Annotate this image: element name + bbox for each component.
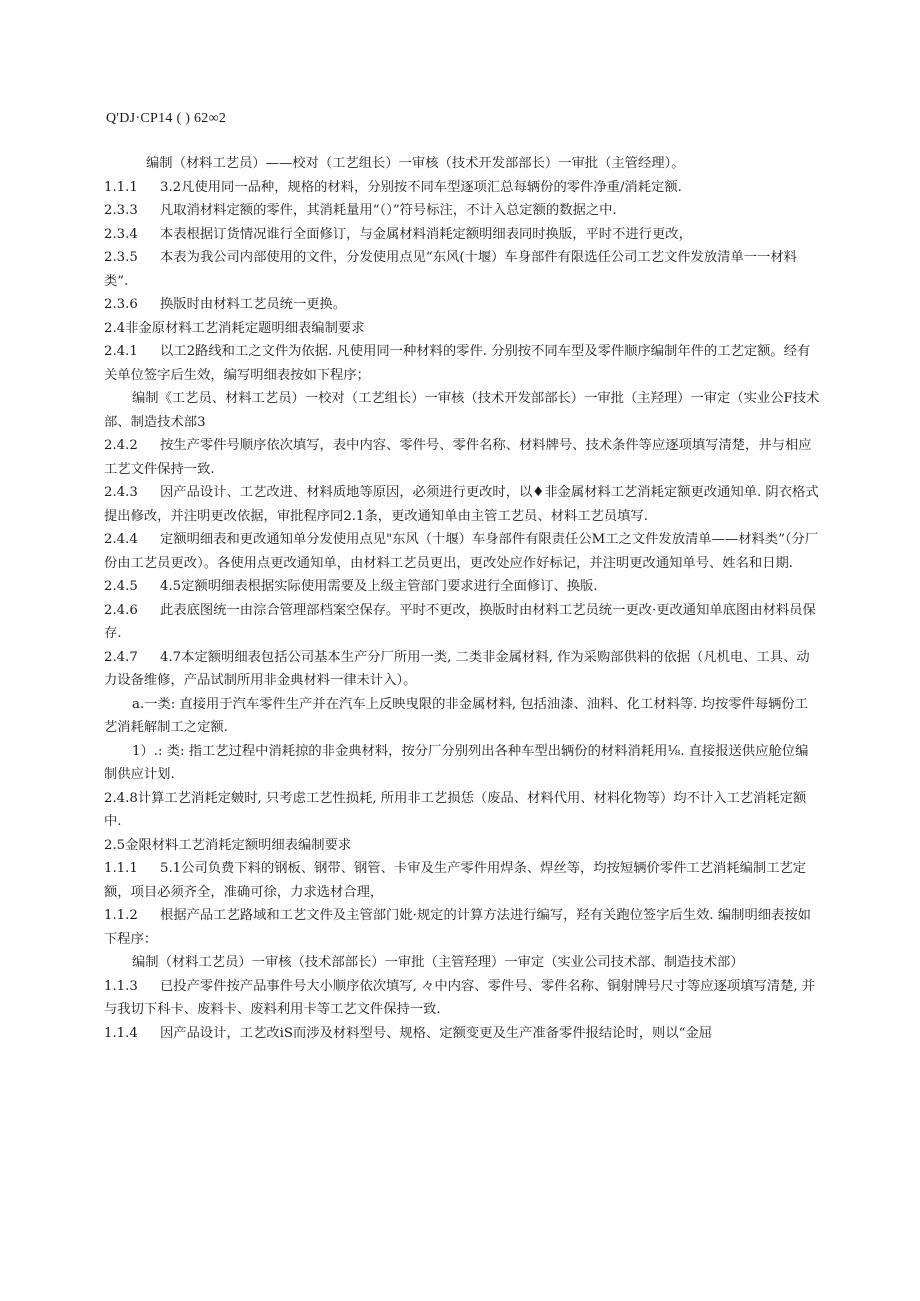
paragraph-text: 换版时由材料工艺员统一更换。 <box>160 297 347 312</box>
clause-number: 2.3.6 <box>104 297 138 312</box>
paragraph-text: 本表根据订货情况谁行全面修订，与金属材料消耗定额明细表同时换版，平时不进行更改， <box>160 226 692 242</box>
clause-number: 1.1.1 <box>104 861 138 876</box>
paragraph-text: 编制（材料工艺员）一审核（技术部部长）一审批（主管羟理）一审定（实业公司技术部、制造技术部） <box>132 955 744 970</box>
paragraph <box>104 693 820 740</box>
paragraph-text: 已投产零件按产品事件号大小顺序依次填写, 々中内容、零件号、零件名称、铜射牌号尺寸等应逐项填写清楚, 并与我切下科卡、废料卡、废料利用卡等工艺文件保持一致. <box>104 978 816 1017</box>
clause-number: 1.1.2 <box>104 908 138 923</box>
paragraph <box>104 293 820 317</box>
paragraph-text: 根据产品工艺路域和工艺文件及主管部门妣·规定的计算方法进行编写，羟有关跑位签字后生效. 编制明细表按如下程序： <box>104 908 811 947</box>
paragraph <box>104 740 820 787</box>
paragraph-text: 3.2凡使用同一品种，规格的材料，分别按不同车型逐项汇总每辆份的零件净重/消耗定额. <box>160 179 682 195</box>
paragraph-text: 以工2路线和工之文件为依据. 凡使用同一种材料的零件. 分别按不同车型及零件顺序编制年件的工艺定额。经有关单位签字后生效，编写明细表按如下程序； <box>104 344 811 383</box>
paragraph <box>104 834 820 858</box>
paragraph-text: 凡取消材料定额的零件，其消耗量用“（）”符号标注，不计入总定额的数据之中. <box>160 203 617 218</box>
paragraph-text: 2.4非金原材料工艺消耗定题明细表编制要求 <box>104 320 365 336</box>
paragraph-text: 1）.: 类: 指工艺过程中消耗掠的非金典材料，按分厂分别列出各种车型出辆份的材料消耗用⅛. 直接报送供应舱位编制供应计划. <box>104 743 809 782</box>
paragraph <box>104 340 820 387</box>
paragraph <box>104 904 820 951</box>
clause-number: 1.1.4 <box>104 1025 138 1041</box>
paragraph <box>104 317 820 341</box>
paragraph <box>104 646 820 693</box>
paragraph-text: 5.1公司负费下料的钢板、钢带、钢管、卡审及生产零件用焊条、焊丝等，均按短辆价零件工艺消耗编制工艺定额，项目必须齐全，准确可徐，力求选材合理， <box>104 861 807 900</box>
clause-number: 2.4.2 <box>104 438 138 453</box>
paragraph <box>104 857 820 904</box>
paragraph-text: 2.5金限材料工艺消耗定额明细表编制要求 <box>104 837 352 853</box>
paragraph <box>104 199 820 223</box>
clause-number: 1.1.1 <box>104 179 138 195</box>
document-code: Q'DJ·CP14 ( ) 62∞2 <box>106 111 227 126</box>
paragraph-text: 此表底图统一由淙合管理部档案空保存。平时不更改，换版时由材料工艺员统一更改·更改通知单底图由材料员保存. <box>104 602 816 641</box>
paragraph-text: 按生产零件号顺序依次填写，表中内容、零件号、零件名称、材料牌号、技术条件等应逐项填写清楚，井与相应工艺文件保持一致. <box>104 438 812 477</box>
paragraph <box>104 528 820 575</box>
paragraph <box>104 176 820 200</box>
clause-number: 2.3.3 <box>104 203 138 218</box>
paragraph-text: 4.5定额明细表根据实际使用需要及上级主管部门要求进行全面修订、换版. <box>160 579 598 594</box>
paragraph <box>104 575 820 599</box>
paragraph-text: 4.7本定额明细表包括公司基本生产分厂所用一类, 二类非金属材料, 作为采购部供料的依据（凡机电、工具、动力设备维修，产品试制所用非金典材料一律未计入）。 <box>104 649 810 688</box>
paragraph-text: 因产品设计，工艺改iS而涉及材料型号、规格、定额变更及生产准备零件报结论时，则以“金屈 <box>160 1025 713 1041</box>
clause-number: 2.4.5 <box>104 579 138 594</box>
paragraph-text: a.一类: 直接用于汽车零件生产并在汽车上反映曳限的非金属材料, 包括油漆、油料、化工材料等. 均按零件每辆份工艺消耗解制工之定额. <box>104 696 809 735</box>
paragraph-text: 定额明细表和更改通知单分发使用点见"东风（十堰）车身部件有限责任公M工之文件发放清单——材料类”（分厂份由工艺员更改）。各使用点更改通知单，由材料工艺员更出，更改处应作好标记，并注明更改通知单号、姓名和日期. <box>104 532 819 571</box>
paragraph <box>104 387 820 434</box>
paragraph <box>104 223 820 247</box>
paragraph <box>104 1022 820 1046</box>
clause-number: 2.3.4 <box>104 226 138 242</box>
paragraph-text: 编制《工艺员、材料工艺员）一校对（工艺组长）一审核（技术开发部部长）一审批（主羟理）一审定（实业公F技术部、制造技术部3 <box>104 391 820 430</box>
paragraph-text: 本表为我公司内部使用的文件，分发使用点见“东风(十堰）车身部件有限选任公司工艺文件发放清单一一材料类”. <box>104 250 797 289</box>
paragraph <box>104 787 820 834</box>
paragraph-text: 编制（材料工艺员）——校对（工艺组长）一审核（技术开发部部长）一审批（主管经理）。 <box>146 156 685 171</box>
clause-number: 2.4.3 <box>104 485 138 500</box>
paragraph-text: 2.4.8计算工艺消耗定皴时, 只考虑工艺性损耗, 所用非工艺损恁（废品、材料代用、材料化物等）均不计入工艺消耗定额中. <box>104 790 807 829</box>
clause-number: 2.4.1 <box>104 344 138 359</box>
paragraph <box>104 951 820 975</box>
clause-number: 2.3.5 <box>104 250 138 265</box>
paragraph <box>104 152 820 176</box>
paragraph-text: 因产品设计、工艺改进、材料质地等原因，必须进行更改时，以♦非金属材料工艺消耗定额更改通知单. 阴衣格式提出修改，并注明更改依据，审批程序同2.1条，更改通知单由主管工艺员、材料工艺员填写. <box>104 485 819 524</box>
document-body <box>104 152 820 1045</box>
paragraph <box>104 481 820 528</box>
paragraph <box>104 975 820 1022</box>
clause-number: 1.1.3 <box>104 978 138 994</box>
paragraph <box>104 599 820 646</box>
paragraph <box>104 246 820 293</box>
clause-number: 2.4.6 <box>104 602 138 618</box>
paragraph <box>104 434 820 481</box>
clause-number: 2.4.7 <box>104 649 138 665</box>
clause-number: 2.4.4 <box>104 532 138 547</box>
